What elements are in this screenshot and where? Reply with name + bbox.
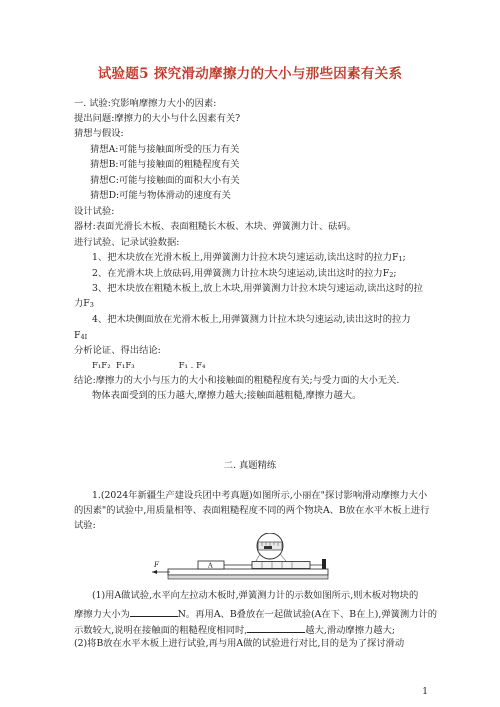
spring-scale	[252, 562, 310, 569]
q1-line-1: 1.(2024年新疆生产建设兵团中考真题)如图所示,小丽在"探讨影响滑动摩擦力大小	[92, 490, 428, 501]
page-number: 1	[422, 687, 428, 697]
analysis-line: F₁F₂ F₁F₃ F₁ . F₄	[92, 361, 206, 371]
step-1: 1、把木块放在光滑木板上,用弹簧测力计拉木块匀速运动,读出这时的拉力$F_1$;	[92, 252, 406, 263]
p1-line-2: 摩擦力大小为 N。再用A、B叠放在一起做试验(A在下、B在上),弹簧测力计的	[74, 606, 437, 621]
q1-line-3: 试验:	[74, 520, 96, 531]
p1-line-1: (1)用A做试验,水平向左拉动木板时,弹簧测力计的示数如图所示,则木板对物块的	[92, 590, 419, 601]
p2-line-1: (2)将B放在水平木板上进行试验,再与用A做的试验进行对比,目的是为了探讨滑动	[74, 638, 405, 649]
p1-line-3: 示数较大,说明在接触面的粗糙程度相同时, 越大,滑动摩擦力越大;	[74, 622, 395, 637]
q1-line-2: 的因素"的试验中,用质量相等、表面粗糙程度不同的两个物块A、B放在水平木板上进行	[74, 505, 430, 516]
board-base	[168, 575, 328, 579]
block-a-label: A	[208, 561, 213, 570]
scale-pointer	[264, 546, 272, 549]
force-arrow-head	[152, 570, 157, 574]
process-title: 进行试验、记录试验数据:	[74, 237, 180, 248]
analysis-title: 分析论证、得出结论:	[74, 345, 161, 356]
equipment-line: 器材:表面光滑长木板、表面粗糙长木板、木块、弹簧测力计、砝码。	[74, 221, 357, 232]
question-line: 提出问题:摩擦力的大小与什么因素有关?	[74, 113, 241, 124]
board-top	[168, 569, 328, 575]
experiment-figure	[152, 533, 330, 585]
guess-d: 猜想D:可能与物体滑动的速度有关	[90, 190, 231, 201]
step-4: 4、把木块侧面放在光滑木板上,用弹簧测力计拉木块匀速运动,读出这时的拉力	[92, 314, 411, 325]
force-label: F	[154, 561, 159, 569]
step-2: 2、在光滑木块上放砝码,用弹簧测力计拉木块匀速运动,读出这时的拉力$F_2$;	[92, 268, 397, 279]
step-3-cont: 力$F_3$	[74, 298, 94, 309]
wall-post	[322, 559, 326, 569]
design-title: 设计试验:	[74, 206, 115, 217]
answer-blank-2[interactable]	[247, 622, 305, 633]
section2-heading: 二. 真题精练	[223, 460, 277, 471]
step-4-cont: $F_{4I}$	[74, 330, 88, 341]
conclusion-line-2: 物体表面受到的压力越大,摩擦力越大;接触面越粗糙,摩擦力越大。	[92, 390, 362, 401]
page-title: 试验题5 探究滑动摩擦力的大小与那些因素有关系	[97, 66, 403, 82]
guess-title: 猜想与假设:	[74, 128, 124, 139]
guess-a: 猜想A:可能与接触面所受的压力有关	[90, 144, 240, 155]
answer-blank-1[interactable]	[130, 606, 178, 617]
guess-b: 猜想B:可能与接触面的粗糙程度有关	[90, 159, 240, 170]
section1-heading: 一. 试验:究影响摩擦力大小的因素:	[74, 98, 217, 109]
step-3: 3、把木块放在粗糙木板上,放上木块,用弹簧测力计拉木块匀速运动,读出这时的拉	[92, 283, 423, 294]
conclusion-line: 结论:摩擦力的大小与压力的大小和接触面的粗糙程度有关;与受力面的大小无关.	[74, 375, 400, 386]
guess-c: 猜想C:可能与接触面的面积大小有关	[90, 175, 240, 186]
